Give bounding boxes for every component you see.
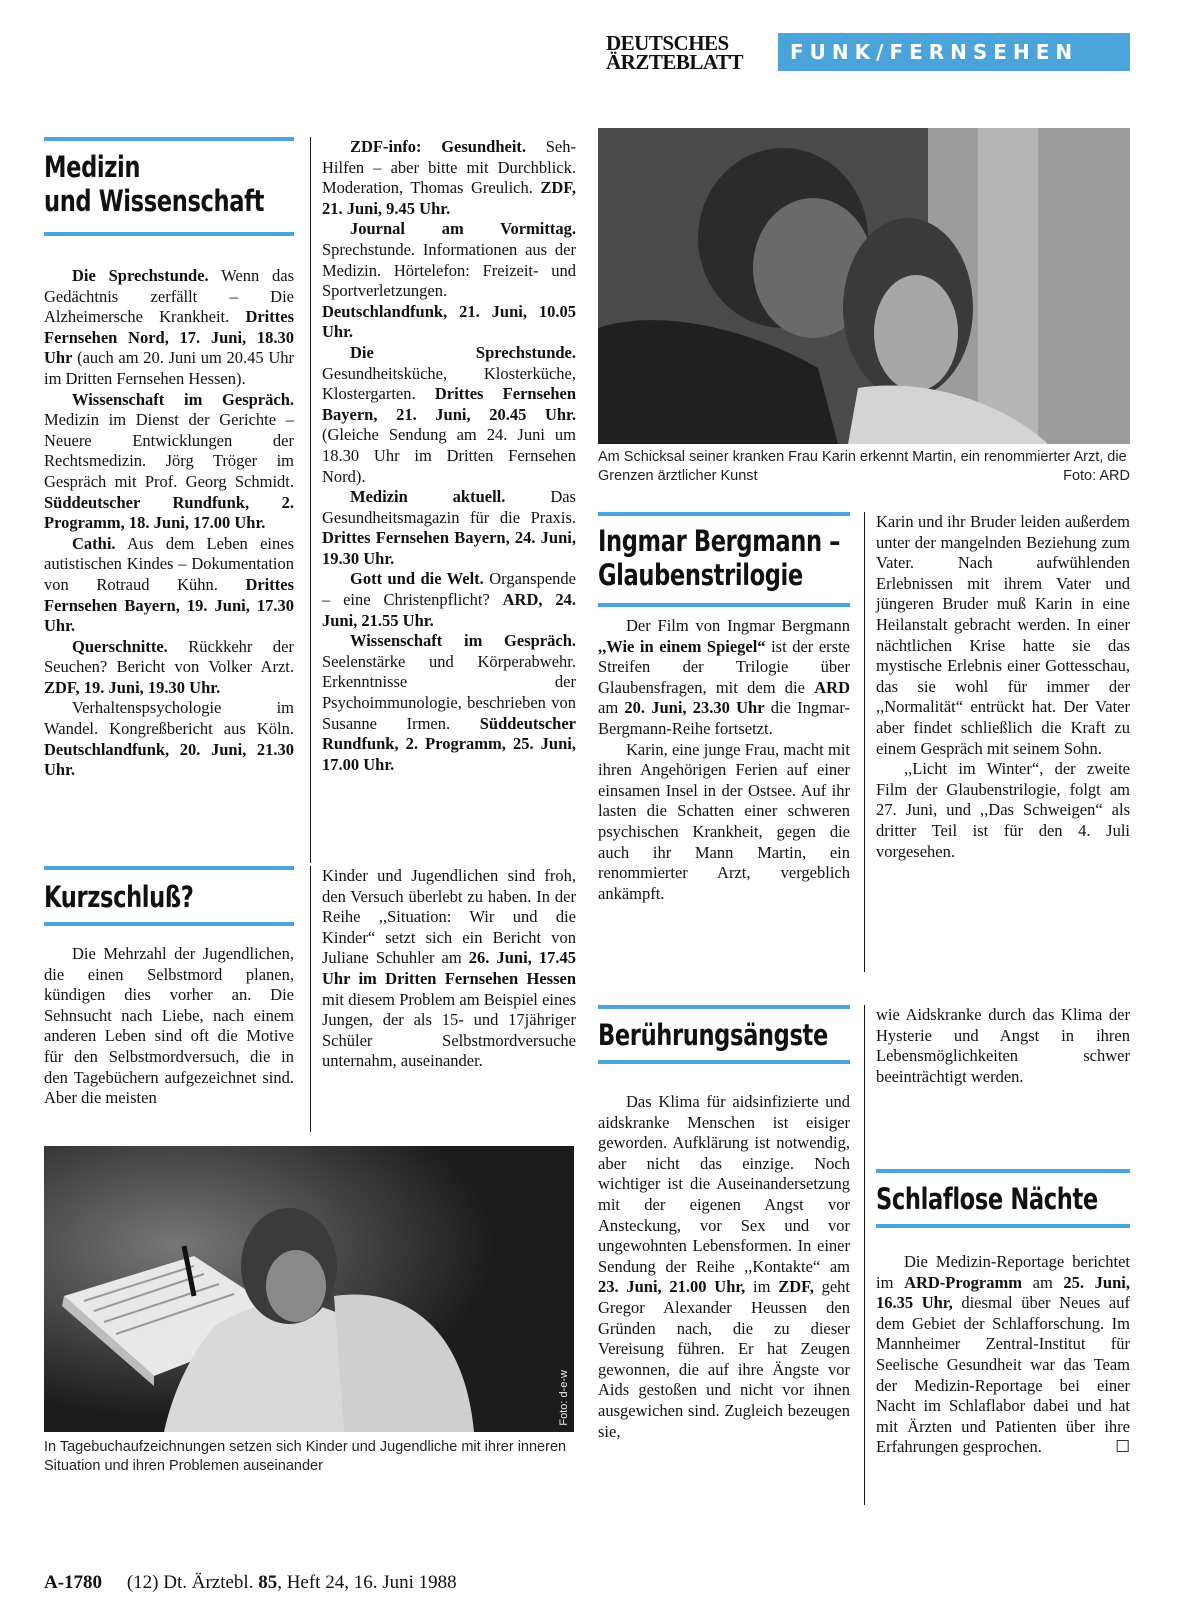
listing-item: Wissenschaft im Gespräch. Seelenstärke und Körperabwehr. Erkenntnisse der Psychoimmunologie, beschrieben von Susanne Irmen. Süddeutscher Rundfunk, 2. Programm, 25. Juni, 17.00 Uhr. bbox=[322, 631, 576, 774]
beruehrung-column-1: Das Klima für aidsinfizierte und aidskranke Menschen ist eisiger geworden. Aufklärung ist notwendig, aber nicht das einzige. Noch wichtiger ist die Auseinandersetzung mit der eigenen Angst vor Ansteckung, vor Sex und vor ungewohnten Lebensformen. In einer Sendung der Reihe ,,Kontakte“ am 23. Juni, 21.00 Uhr, im ZDF, geht Gregor Alexander Heussen den Gründen nach, die zu dieser Vereisung führen. Er hat Zeugen gewonnen, die auf ihre Ängste vor Aids gestoßen und nicht vor ihnen ausgewichen sind. Zugleich bezeugen sie, bbox=[598, 1092, 850, 1441]
listing-item: Wissenschaft im Gespräch. Medizin im Dienst der Gerichte – Neuere Entwicklungen der Rechtsmedizin. Jörg Tröger im Gespräch mit Prof. Georg Schmidt. Süddeutscher Rundfunk, 2. Programm, 18. Juni, 17.00 Uhr. bbox=[44, 389, 294, 533]
listing-item: ZDF-info: Gesundheit. Seh-Hilfen – aber bitte mit Durchblick. Moderation, Thomas Greulich. ZDF, 21. Juni, 9.45 Uhr. bbox=[322, 137, 576, 218]
bergmann-column-2: Karin und ihr Bruder leiden außerdem unter der mangelnden Beziehung zum Vater. Nach aufwühlenden Erlebnissen mit ihrem Vater und jüngeren Bruder muß Karin in eine Heilanstalt gebracht werden. In einer nächtlichen Krise hatte sie das mystische Erlebnis einer Gottesschau, das sie wohl für immer der ,,Normalität“ entrückt hat. Der Vater aber findet schließlich die Kraft zu einem Gespräch mit seinem Sohn. ,,Licht im Winter“, der zweite Film der Glaubenstrilogie, folgt am 27. Juni, und ,,Das Schweigen“ als dritter Teil ist für den 4. Juli vorgesehen. bbox=[876, 512, 1130, 861]
listing-item: Die Sprechstunde. Gesundheitsküche, Klosterküche, Klostergarten. Drittes Fernsehen Bayern, 21. Juni, 20.45 Uhr. (Gleiche Sendung am 24. Juni um 18.30 Uhr im Dritten Fernsehen Nord). bbox=[322, 342, 576, 486]
kurzschluss-top-rule bbox=[44, 866, 294, 870]
medizin-top-rule bbox=[44, 137, 294, 141]
diary-photo-caption: In Tagebuchaufzeichnungen setzen sich Kinder und Jugendliche mit ihrer inneren Situation und ihren Problemen auseinander bbox=[44, 1439, 567, 1474]
schlaflose-bottom-rule bbox=[876, 1224, 1130, 1228]
page-number: A-1780 bbox=[44, 1572, 103, 1593]
medizin-column-2 bbox=[322, 137, 576, 775]
kurzschluss-column-1: Die Mehrzahl der Jugendlichen, die einen Selbstmord planen, kündigen dies vorher an. Die Sehnsucht nach Liebe, nach einem anderen Leben sind oft die Motive für den Selbstmordversuch, die in den Tagebüchern aufgezeichnet sind. Aber die meisten bbox=[44, 944, 294, 1108]
bergmann-top-rule bbox=[598, 512, 850, 516]
kurzschluss-bottom-rule bbox=[44, 922, 294, 926]
logo-line2: ÄRZTEBLATT bbox=[606, 50, 743, 74]
beruehrung-bottom-rule bbox=[598, 1060, 850, 1064]
section-banner bbox=[778, 33, 1130, 71]
diary-photo-credit: Foto: d-e-w bbox=[558, 1370, 570, 1426]
listing-item: Die Sprechstunde. Wenn das Gedächtnis zerfällt – Die Alzheimersche Krankheit. Drittes Fernsehen Nord, 17. Juni, 18.30 Uhr (auch am 20. Juni um 20.45 Uhr im Dritten Fernsehen Hessen). bbox=[44, 266, 294, 388]
schlaflose-title: Schlaflose Nächte bbox=[876, 1182, 1098, 1216]
kurzschluss-divider bbox=[310, 866, 311, 1132]
bergmann-photo-caption: Am Schicksal seiner kranken Frau Karin erkennt Martin, ein renommierter Arzt, die Grenzen ärztlicher Kunst Foto: ARD bbox=[598, 449, 1130, 484]
listing-item: Journal am Vormittag. Sprechstunde. Informationen aus der Medizin. Hörtelefon: Freizeit- und Sportverletzungen. Deutschlandfunk, 21. Juni, 10.05 Uhr. bbox=[322, 219, 576, 342]
beruehrung-column-2: wie Aidskranke durch das Klima der Hysterie und Angst in ihren Lebensmöglichkeiten schwer beeinträchtigt werden. bbox=[876, 1005, 1130, 1086]
page-footer bbox=[44, 1572, 457, 1594]
beruehrung-top-rule bbox=[598, 1005, 850, 1009]
bergmann-photo-credit: Foto: ARD bbox=[1063, 468, 1130, 484]
diary-photo bbox=[44, 1146, 574, 1432]
medizin-column-1 bbox=[44, 266, 294, 781]
schlaflose-text: Die Medizin-Reportage berichtet im ARD-Programm am 25. Juni, 16.35 Uhr, diesmal über Neues auf dem Gebiet der Schlafforschung. Im Mannheimer Zentral-Institut für Seelische Gesundheit war das Team der Medizin-Reportage bei einer Nacht im Schlaflabor dabei und hat mit Ärzten und Patienten über ihre Erfahrungen gesprochen. ☐ bbox=[876, 1252, 1130, 1457]
listing-item: Querschnitte. Rückkehr der Seuchen? Bericht von Volker Arzt. ZDF, 19. Juni, 19.30 Uhr. bbox=[44, 636, 294, 697]
citation: (12) Dt. Ärztebl. 85, Heft 24, 16. Juni 1988 bbox=[126, 1572, 457, 1593]
listing-item: Medizin aktuell. Das Gesundheitsmagazin für die Praxis. Drittes Fernsehen Bayern, 24. Juni, 19.30 Uhr. bbox=[322, 487, 576, 568]
section-title: FUNK/FERNSEHEN bbox=[790, 40, 1079, 64]
logo-line1: DEUTSCHES bbox=[606, 31, 729, 55]
schlaflose-top-rule bbox=[876, 1169, 1130, 1173]
listing-item: Verhaltenspsychologie im Wandel. Kongreßbericht aus Köln. Deutschlandfunk, 20. Juni, 21.30 Uhr. bbox=[44, 698, 294, 780]
bergmann-photo bbox=[598, 128, 1130, 444]
bergmann-divider bbox=[864, 512, 865, 972]
beruehrung-divider bbox=[864, 1005, 865, 1505]
beruehrung-title: Berührungsängste bbox=[598, 1018, 828, 1052]
kurzschluss-column-2: Kinder und Jugendlichen sind froh, den Versuch überlebt zu haben. In der Reihe ,,Situation: Wir und die Kinder“ setzt sich ein Bericht von Juliane Schuhler am 26. Juni, 17.45 Uhr im Dritten Fernsehen Hessen mit diesem Problem am Beispiel eines Jungen, der als 15- und 17jähriger Schüler Selbstmordversuche unternahm, auseinander. bbox=[322, 866, 576, 1071]
kurzschluss-title: Kurzschluß? bbox=[44, 880, 194, 914]
column-divider bbox=[310, 137, 311, 863]
bergmann-photo-image bbox=[598, 128, 1130, 444]
masthead-logo bbox=[606, 31, 756, 74]
listing-item: Gott und die Welt. Organspende – eine Christenpflicht? ARD, 24. Juni, 21.55 Uhr. bbox=[322, 569, 577, 630]
bergmann-column-1: Der Film von Ingmar Bergmann ,,Wie in einem Spiegel“ ist der erste Streifen der Trilogie über Glaubensfragen, mit dem die ARD am 20. Juni, 23.30 Uhr die Ingmar-Bergmann-Reihe fortsetzt. Karin, eine junge Frau, macht mit ihren Angehörigen Ferien auf einer einsamen Insel in der Ostsee. Auf ihr lasten die Schatten einer schweren psychischen Krankheit, gegen die auch ihr Mann Martin, ein renommierter Arzt, vergeblich ankämpft. bbox=[598, 616, 850, 903]
listing-item: Cathi. Aus dem Leben eines autistischen Kindes – Dokumentation von Rotraud Kühn. Drittes Fernsehen Bayern, 19. Juni, 17.30 Uhr. bbox=[44, 533, 294, 636]
end-mark: ☐ bbox=[1115, 1437, 1130, 1457]
bergmann-bottom-rule bbox=[598, 603, 850, 607]
diary-photo-image bbox=[44, 1146, 574, 1432]
bergmann-title: Ingmar Bergmann – Glaubenstrilogie bbox=[598, 524, 841, 592]
medizin-bottom-rule bbox=[44, 232, 294, 236]
medizin-title: Medizin und Wissenschaft bbox=[44, 150, 265, 218]
